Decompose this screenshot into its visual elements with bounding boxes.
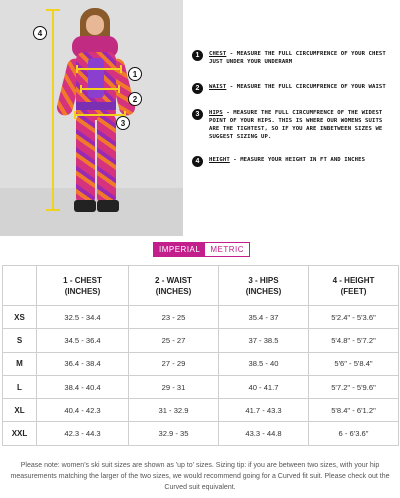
measurement-cell: 42.3 - 44.3	[37, 422, 129, 445]
height-measure-line	[52, 10, 54, 210]
header-size-cell	[3, 266, 37, 306]
unit-toggle	[153, 242, 250, 257]
size-label-cell: S	[3, 329, 37, 352]
measurement-cell: 5'2.4" - 5'3.6"	[309, 306, 399, 329]
measurement-cell: 32.5 - 34.4	[37, 306, 129, 329]
legend-number-1: 1	[192, 50, 203, 61]
measurement-cell: 5'8.4" - 6'1.2"	[309, 399, 399, 422]
table-row	[3, 399, 399, 422]
legend-desc-height: - MEASURE YOUR HEIGHT IN FT AND INCHES	[229, 157, 366, 163]
measurement-cell: 25 - 27	[129, 329, 219, 352]
right-boot	[97, 200, 119, 212]
chest-measure-line	[76, 68, 122, 70]
size-chart-table	[2, 265, 399, 446]
measurement-cell: 43.3 - 44.8	[219, 422, 309, 445]
legend-number-2: 2	[192, 83, 203, 94]
left-boot	[74, 200, 96, 212]
marker-3: 3	[116, 116, 130, 130]
measurement-cell: 37 - 38.5	[219, 329, 309, 352]
marker-4: 4	[33, 26, 47, 40]
measurement-cell: 34.5 - 36.4	[37, 329, 129, 352]
legend-number-3: 3	[192, 109, 203, 120]
height-line-bottom-cap	[46, 209, 60, 211]
legend-key-height: HEIGHT	[209, 157, 230, 163]
measurement-cell: 23 - 25	[129, 306, 219, 329]
measurement-cell: 35.4 - 37	[219, 306, 309, 329]
metric-tab[interactable]: METRIC	[205, 243, 249, 256]
measurement-guide	[0, 0, 400, 236]
suit-belt	[76, 102, 116, 110]
column-header	[309, 266, 399, 306]
legend-text-waist	[209, 83, 395, 91]
column-header	[219, 266, 309, 306]
table-row	[3, 329, 399, 352]
measurement-cell: 38.4 - 40.4	[37, 375, 129, 398]
table-row	[3, 306, 399, 329]
size-label-cell: M	[3, 352, 37, 375]
marker-2: 2	[128, 92, 142, 106]
legend-text-height	[209, 156, 395, 164]
legend-key-chest: CHEST	[209, 51, 227, 57]
measurement-cell: 32.9 - 35	[129, 422, 219, 445]
legend-key-hips: HIPS	[209, 110, 223, 116]
legend-desc-chest: - MEASURE THE FULL CIRCUMFRENCE OF YOUR CHEST JUST UNDER YOUR UNDERARM	[209, 51, 386, 65]
model-photo	[0, 0, 183, 236]
imperial-tab[interactable]: IMPERIAL	[154, 243, 205, 256]
table-body	[3, 306, 399, 446]
legend-text-hips	[209, 109, 395, 141]
measurement-cell: 27 - 29	[129, 352, 219, 375]
table-row	[3, 352, 399, 375]
measurement-cell: 5'4.8" - 5'7.2"	[309, 329, 399, 352]
measurement-cell: 40.4 - 42.3	[37, 399, 129, 422]
size-label-cell: L	[3, 375, 37, 398]
measurement-cell: 36.4 - 38.4	[37, 352, 129, 375]
model-face	[86, 15, 104, 35]
measurement-cell: 5'7.2" - 5'9.6"	[309, 375, 399, 398]
legend-desc-waist: - MEASURE THE FULL CIRCUMFRENCE OF YOUR WAIST	[226, 84, 386, 90]
legend-key-waist: WAIST	[209, 84, 227, 90]
table-row	[3, 422, 399, 445]
suit-chest-panel	[88, 58, 104, 98]
sizing-note: Please note: women's ski suit sizes are shown as 'up to' sizes. Sizing tip: if you are between two sizes, with your hip measurements matching the larger of the two sizes, we would recommend going for a Curved fit suit. Please check out the Curved suit equivalent.	[10, 462, 390, 491]
column-header-line: 2 - WAIST	[155, 275, 192, 285]
table-header-row	[3, 266, 399, 306]
measurement-cell: 29 - 31	[129, 375, 219, 398]
column-header	[129, 266, 219, 306]
column-header-line: (INCHES)	[155, 286, 192, 296]
column-header-line: 3 - HIPS	[248, 275, 279, 285]
measurement-cell: 41.7 - 43.3	[219, 399, 309, 422]
column-header	[37, 266, 129, 306]
suit-right-leg	[97, 116, 116, 202]
column-header-line: 1 - CHEST	[63, 275, 102, 285]
legend-desc-hips: - MEASURE THE FULL CIRCUMFRENCE OF THE WIDEST POINT OF YOUR HIPS. THIS IS WHERE OUR WOMENS SUITS ARE THE TIGHTEST, SO IF YOU ARE INBETWEEN SIZES WE SUGGEST SIZING UP.	[209, 110, 383, 140]
column-header-line: (FEET)	[340, 286, 367, 296]
size-label-cell: XS	[3, 306, 37, 329]
marker-1: 1	[128, 67, 142, 81]
hips-measure-line	[74, 114, 126, 116]
waist-measure-line	[80, 88, 120, 90]
column-header-line: (INCHES)	[245, 286, 282, 296]
legend-number-4: 4	[192, 156, 203, 167]
measurement-cell: 6 - 6'3.6"	[309, 422, 399, 445]
column-header-line: (INCHES)	[64, 286, 101, 296]
size-label-cell: XL	[3, 399, 37, 422]
measurement-cell: 5'6" - 5'8.4"	[309, 352, 399, 375]
size-label-cell: XXL	[3, 422, 37, 445]
measurement-cell: 40 - 41.7	[219, 375, 309, 398]
table-row	[3, 375, 399, 398]
column-header-line: 4 - HEIGHT	[332, 275, 375, 285]
measurement-cell: 38.5 - 40	[219, 352, 309, 375]
measurement-cell: 31 - 32.9	[129, 399, 219, 422]
suit-left-leg	[76, 116, 95, 202]
legend-text-chest	[209, 50, 395, 66]
